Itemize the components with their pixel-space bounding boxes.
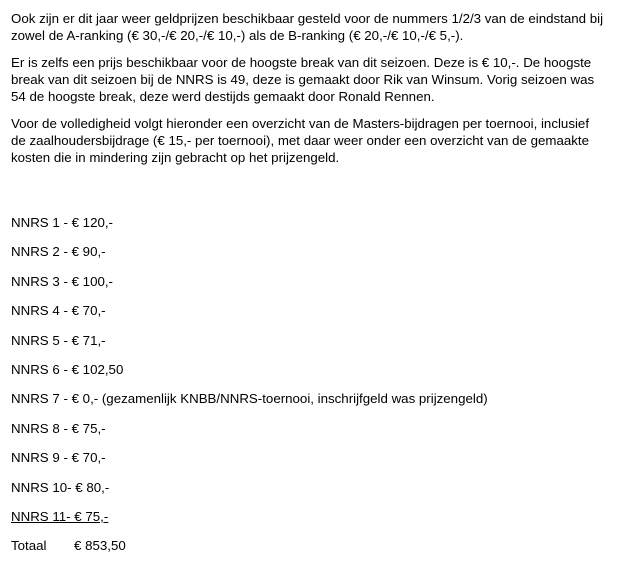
tournament-entry-last: NNRS 11- € 75,- [11, 508, 109, 524]
tournament-list [11, 214, 639, 554]
paragraph-line: Er is zelfs een prijs beschikbaar voor de hoogste break van dit seizoen. Deze is € 10,-. De hoogste [11, 55, 592, 70]
paragraph-line: break van dit seizoen bij de NNRS is 49, deze is gemaakt door Rik van Winsum. Vorig seizoen was [11, 72, 595, 87]
total-value: € 853,50 [74, 538, 126, 554]
spacer [11, 176, 639, 214]
total-row [11, 537, 639, 554]
tournament-entry: NNRS 3 - € 100,- [11, 273, 113, 289]
tournament-entry: NNRS 2 - € 90,- [11, 244, 106, 260]
paragraph-line: zowel de A-ranking (€ 30,-/€ 20,-/€ 10,-) als de B-ranking (€ 20,-/€ 10,-/€ 5,-). [11, 28, 464, 43]
paragraph-line: Ook zijn er dit jaar weer geldprijzen beschikbaar gesteld voor de nummers 1/2/3 van de eindstand bij [11, 11, 604, 26]
tournament-entry: NNRS 5 - € 71,- [11, 332, 106, 348]
document-body [11, 10, 639, 554]
tournament-entry: NNRS 7 - € 0,- (gezamenlijk KNBB/NNRS-toernooi, inschrijfgeld was prijzengeld) [11, 391, 488, 407]
total-label: Totaal [11, 538, 47, 554]
tournament-entry: NNRS 1 - € 120,- [11, 215, 113, 230]
paragraph-line: 54 de hoogste break, deze werd destijds gemaakt door Ronald Rennen. [11, 89, 435, 104]
tournament-entry: NNRS 8 - € 75,- [11, 420, 106, 436]
paragraph-line: Voor de volledigheid volgt hieronder een overzicht van de Masters-bijdragen per toernooi, inclusief [11, 116, 590, 131]
paragraph-line: de zaalhoudersbijdrage (€ 15,- per toernooi), met daar weer onder een overzicht van de gemaakte [11, 133, 590, 148]
paragraph-line: kosten die in mindering zijn gebracht op het prijzengeld. [11, 150, 340, 165]
tournament-entry: NNRS 4 - € 70,- [11, 303, 106, 319]
tournament-entry: NNRS 6 - € 102,50 [11, 361, 124, 377]
tournament-entry: NNRS 10- € 80,- [11, 479, 110, 495]
paragraph-highest-break [11, 54, 639, 105]
tournament-entry: NNRS 9 - € 70,- [11, 450, 106, 466]
paragraph-overview-intro [11, 115, 639, 166]
paragraph-prize-money [11, 10, 639, 44]
